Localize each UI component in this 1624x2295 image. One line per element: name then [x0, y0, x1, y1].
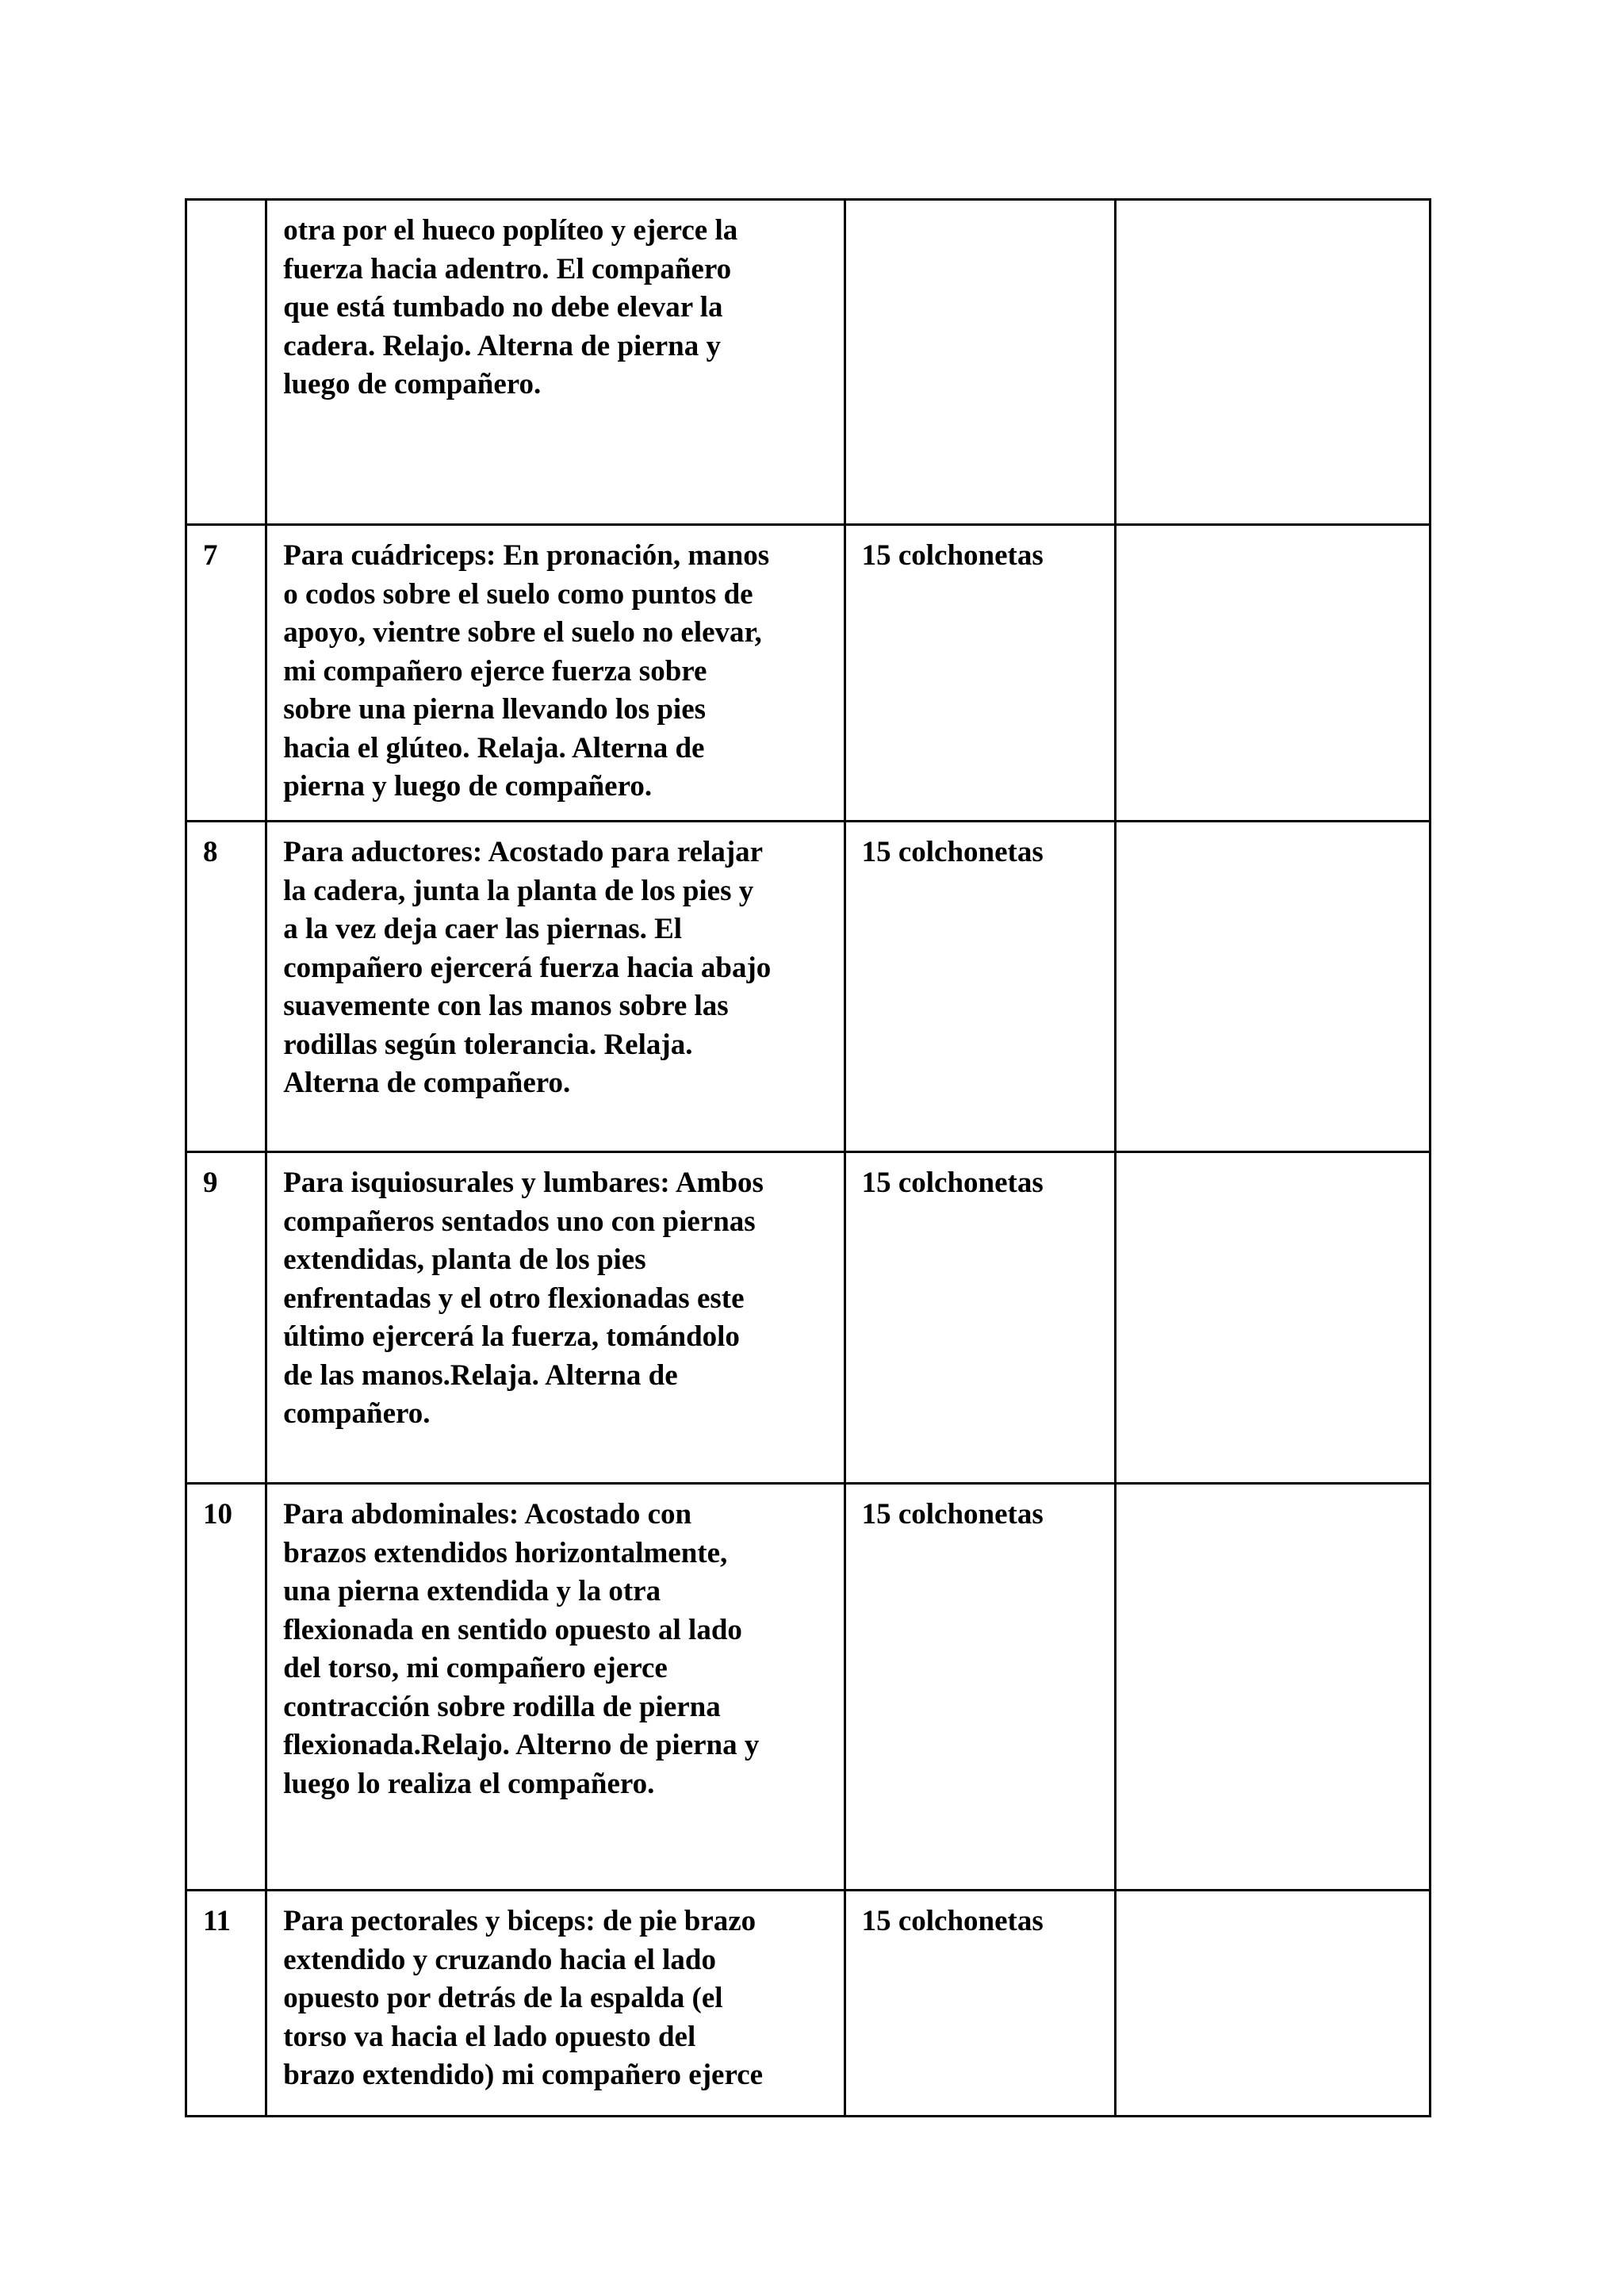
description-line: compañeros sentados uno con piernas [283, 1205, 756, 1238]
exercise-table-body [186, 200, 1431, 2117]
exercise-observations [1116, 822, 1431, 1152]
description-line: Para isquiosurales y lumbares: Ambos [283, 1167, 764, 1199]
description-line: sobre una pierna llevando los pies [283, 693, 707, 726]
table-row [186, 525, 1431, 822]
description-line: de las manos.Relaja. Alterna de [283, 1358, 678, 1392]
description-line: brazo extendido) mi compañero ejerce [283, 2059, 764, 2091]
description-line: último ejercerá la fuerza, tomándolo [283, 1320, 740, 1353]
exercise-observations [1116, 1891, 1431, 2117]
table-row [186, 200, 1431, 525]
exercise-description [266, 200, 845, 525]
exercise-number: 10 [186, 1484, 266, 1891]
description-line: flexionada en sentido opuesto al lado [283, 1613, 742, 1646]
description-line: compañero. [283, 1397, 431, 1430]
description-line: torso va hacia el lado opuesto del [283, 2020, 696, 2053]
description-line: Para aductores: Acostado para relajar [283, 836, 764, 868]
table-row [186, 1152, 1431, 1484]
exercise-observations [1116, 525, 1431, 822]
description-line: del torso, mi compañero ejerce [283, 1652, 668, 1684]
description-line: otra por el hueco poplíteo y ejerce la [283, 214, 738, 247]
description-line: flexionada.Relajo. Alterno de pierna y [283, 1729, 760, 1761]
exercise-materials: 15 colchonetas [845, 822, 1116, 1152]
description-line: compañero ejercerá fuerza hacia abajo [283, 951, 772, 984]
description-line: luego de compañero. [283, 368, 542, 400]
description-line: Alterna de compañero. [283, 1067, 571, 1099]
description-line: cadera. Relajo. Alterna de pierna y [283, 329, 722, 362]
description-line: contracción sobre rodilla de pierna [283, 1690, 721, 1723]
exercise-description [266, 1484, 845, 1891]
exercise-number: 8 [186, 822, 266, 1152]
exercise-observations [1116, 1484, 1431, 1891]
description-line: la cadera, junta la planta de los pies y [283, 874, 754, 907]
description-line: Para cuádriceps: En pronación, manos [283, 539, 770, 572]
description-line: que está tumbado no debe elevar la [283, 291, 723, 324]
exercise-materials: 15 colchonetas [845, 1484, 1116, 1891]
table-row [186, 1891, 1431, 2117]
description-line: opuesto por detrás de la espalda (el [283, 1982, 723, 2014]
exercise-materials: 15 colchonetas [845, 1891, 1116, 2117]
exercise-number: 7 [186, 525, 266, 822]
exercise-number: 11 [186, 1891, 266, 2117]
description-line: apoyo, vientre sobre el suelo no elevar, [283, 616, 762, 649]
description-line: a la vez deja caer las piernas. El [283, 913, 683, 945]
description-line: extendidas, planta de los pies [283, 1243, 646, 1276]
description-line: luego lo realiza el compañero. [283, 1767, 655, 1800]
description-line: Para abdominales: Acostado con [283, 1498, 692, 1531]
description-line: fuerza hacia adentro. El compañero [283, 252, 732, 285]
exercise-description [266, 525, 845, 822]
description-line: pierna y luego de compañero. [283, 770, 653, 803]
description-line: rodillas según tolerancia. Relaja. [283, 1028, 693, 1061]
description-line: Para pectorales y biceps: de pie brazo [283, 1905, 756, 1937]
exercise-observations [1116, 1152, 1431, 1484]
description-line: hacia el glúteo. Relaja. Alterna de [283, 731, 705, 764]
exercise-description [266, 1891, 845, 2117]
table-row [186, 1484, 1431, 1891]
description-line: una pierna extendida y la otra [283, 1575, 661, 1607]
description-line: extendido y cruzando hacia el lado [283, 1943, 716, 1976]
exercise-number: 9 [186, 1152, 266, 1484]
exercise-materials [845, 200, 1116, 525]
exercise-description [266, 822, 845, 1152]
description-line: o codos sobre el suelo como puntos de [283, 577, 753, 611]
table-row [186, 822, 1431, 1152]
exercise-table [185, 198, 1431, 2117]
exercise-description [266, 1152, 845, 1484]
description-line: enfrentadas y el otro flexionadas este [283, 1282, 745, 1315]
exercise-materials: 15 colchonetas [845, 1152, 1116, 1484]
description-line: suavemente con las manos sobre las [283, 990, 729, 1022]
exercise-number [186, 200, 266, 525]
exercise-materials: 15 colchonetas [845, 525, 1116, 822]
description-line: mi compañero ejerce fuerza sobre [283, 654, 707, 688]
exercise-observations [1116, 200, 1431, 525]
description-line: brazos extendidos horizontalmente, [283, 1536, 728, 1569]
